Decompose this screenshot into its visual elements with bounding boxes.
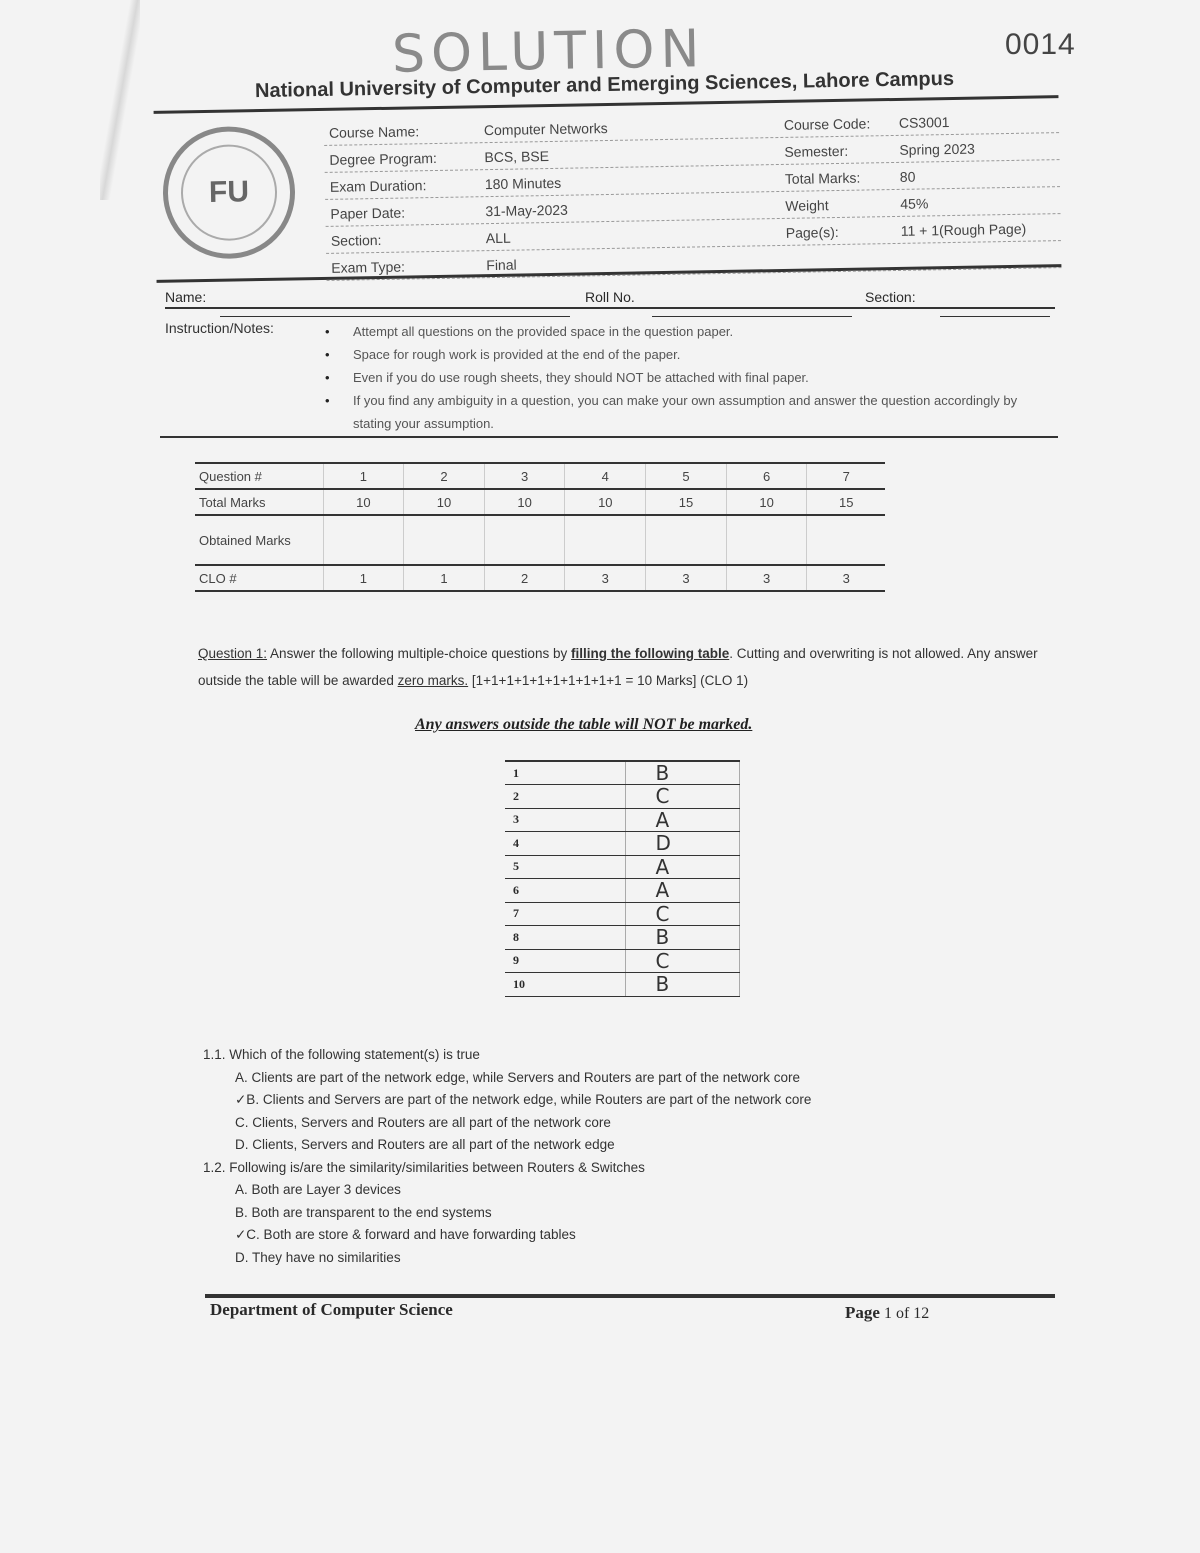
department-name: Department of Computer Science (210, 1300, 453, 1319)
question-option: D. They have no similarities (235, 1249, 401, 1265)
question-stem: 1.2. Following is/are the similarity/similarities between Routers & Switches (203, 1159, 645, 1175)
marks-row (195, 489, 885, 515)
marks-cell (646, 515, 727, 565)
header-label: Exam Duration: (329, 177, 427, 195)
question-1-label: Question 1: (198, 646, 268, 661)
answer-row (505, 832, 740, 856)
marks-cell (726, 515, 807, 565)
answer-choice[interactable]: A (625, 855, 740, 879)
paper-serial-number: 0014 (1005, 28, 1076, 61)
header-label: Page(s): (785, 223, 839, 241)
q1-text: Answer the following multiple-choice questions by (267, 646, 571, 661)
q1-text: . Cutting and overwriting is not allowed. Any answer outside the table will be awarded (198, 646, 1038, 688)
header-label: Degree Program: (329, 149, 437, 168)
footer-divider (205, 1294, 1055, 1298)
marks-cell: 10 (484, 489, 565, 515)
marks-cell: 3 (726, 565, 807, 591)
header-label: Semester: (784, 142, 849, 160)
marks-row-label: Obtained Marks (199, 532, 291, 548)
marks-cell: 10 (404, 489, 485, 515)
header-value: Computer Networks (483, 119, 608, 139)
answer-row (505, 926, 740, 950)
answer-choice[interactable]: A (625, 808, 740, 832)
answer-choice[interactable]: A (625, 879, 740, 903)
answer-number: 9 (505, 949, 625, 973)
mcq-questions (203, 1044, 923, 1269)
answer-row (505, 808, 740, 832)
marks-cell: 1 (404, 565, 485, 591)
answer-number: 4 (505, 832, 625, 856)
header-value: Spring 2023 (899, 140, 976, 158)
marks-cell: 10 (726, 489, 807, 515)
marks-cell: 2 (404, 463, 485, 489)
answer-choice[interactable]: C (625, 902, 740, 926)
answer-number: 1 (505, 761, 625, 785)
q1-emphasis: filling the following table (570, 646, 730, 661)
header-value: 80 (899, 168, 916, 185)
marks-cell: 15 (646, 489, 727, 515)
marks-cell: 6 (726, 463, 807, 489)
marks-cell: 10 (323, 489, 404, 515)
answer-number: 6 (505, 879, 625, 903)
question-option: C. Clients, Servers and Routers are all part of the network core (235, 1114, 611, 1130)
answer-number: 10 (505, 973, 625, 997)
answer-row (505, 902, 740, 926)
marks-row-label: Question # (199, 468, 262, 484)
roll-label: Roll No. (585, 289, 635, 305)
answer-number: 7 (505, 902, 625, 926)
answer-row (505, 949, 740, 973)
student-info-row (165, 287, 1055, 309)
marks-row (195, 565, 885, 591)
marks-cell: 1 (323, 565, 404, 591)
instructions-label: Instruction/Notes: (165, 320, 274, 336)
page-count: 1 of 12 (883, 1305, 930, 1322)
marks-cell: 4 (565, 463, 646, 489)
answer-choice[interactable]: C (625, 949, 740, 973)
question-option: D. Clients, Servers and Routers are all part of the network edge (235, 1137, 615, 1152)
marks-table (195, 462, 885, 592)
question-stem: 1.1. Which of the following statement(s) is true (203, 1047, 480, 1062)
marks-row-label: CLO # (199, 570, 237, 586)
question-option: A. Both are Layer 3 devices (235, 1182, 401, 1197)
university-logo: FU (162, 125, 296, 259)
page-label: Page (845, 1303, 880, 1322)
answer-row (505, 761, 740, 785)
solution-stamp: SOLUTION (391, 19, 706, 85)
q1-emphasis: zero marks. (397, 673, 469, 688)
header-label: Exam Type: (331, 258, 406, 276)
marks-cell: 3 (484, 463, 565, 489)
page-number (845, 1303, 929, 1323)
marks-row (195, 515, 885, 565)
question-option: ✓C. Both are store & forward and have forwarding tables (235, 1227, 576, 1242)
answer-row (505, 973, 740, 997)
question-option: B. Both are transparent to the end systems (235, 1204, 492, 1220)
header-value: 180 Minutes (484, 174, 562, 193)
marks-cell: 2 (484, 565, 565, 591)
answer-row (505, 855, 740, 879)
marks-cell: 7 (807, 463, 885, 489)
q1-marks: [1+1+1+1+1+1+1+1+1+1 = 10 Marks] (CLO 1) (468, 673, 749, 688)
roll-field[interactable] (652, 303, 852, 317)
name-field[interactable] (220, 303, 570, 317)
header-value: ALL (485, 229, 511, 247)
header-label: Section: (330, 231, 382, 249)
header-label: Weight (785, 197, 829, 214)
marks-cell (404, 515, 485, 565)
marks-cell (565, 515, 646, 565)
header-value: 11 + 1(Rough Page) (900, 220, 1027, 239)
header-label: Course Code: (783, 115, 871, 133)
header-label: Paper Date: (330, 204, 406, 222)
question-1-text (198, 640, 1048, 694)
answer-table (505, 760, 740, 997)
header-value: 45% (900, 195, 929, 212)
instruction-item: • Space for rough work is provided at the end of the paper. (325, 343, 1025, 366)
name-label: Name: (165, 289, 207, 305)
scan-edge-shadow (100, 0, 140, 200)
question-option: ✓B. Clients and Servers are part of the network edge, while Routers are part of the network core (235, 1092, 812, 1107)
marks-cell: 3 (565, 565, 646, 591)
answer-row (505, 879, 740, 903)
marks-row-label: Total Marks (199, 494, 266, 510)
answer-number: 3 (505, 808, 625, 832)
answer-choice[interactable]: C (625, 785, 740, 809)
header-value: 31-May-2023 (485, 201, 568, 220)
marks-cell: 15 (807, 489, 885, 515)
header-label: Course Name: (328, 123, 420, 141)
header-value: BCS, BSE (484, 148, 550, 166)
answer-choice[interactable]: B (625, 973, 740, 997)
header-value: CS3001 (898, 114, 950, 131)
section-field[interactable] (940, 303, 1050, 317)
answer-choice[interactable]: B (625, 761, 740, 785)
section-label: Section: (865, 289, 916, 305)
marks-cell: 3 (807, 565, 885, 591)
answer-number: 5 (505, 855, 625, 879)
answer-row (505, 785, 740, 809)
question-option: A. Clients are part of the network edge, while Servers and Routers are part of the network core (235, 1069, 801, 1085)
marks-cell (484, 515, 565, 565)
marks-cell: 10 (565, 489, 646, 515)
exam-header-table (154, 95, 1062, 283)
instruction-item: • If you find any ambiguity in a question, you can make your own assumption and answer the question accordingly by stating your assumption. (325, 389, 1025, 435)
answer-choice[interactable]: D (625, 832, 740, 856)
marks-cell (807, 515, 885, 565)
marks-cell: 1 (323, 463, 404, 489)
answer-number: 8 (505, 926, 625, 950)
instruction-item: • Attempt all questions on the provided space in the question paper. (325, 320, 1025, 343)
marks-cell: 3 (646, 565, 727, 591)
divider (160, 436, 1058, 438)
marks-row (195, 463, 885, 489)
marks-cell (323, 515, 404, 565)
instruction-item: • Even if you do use rough sheets, they should NOT be attached with final paper. (325, 366, 1025, 389)
header-value: Final (486, 256, 517, 274)
warning-text: Any answers outside the table will NOT be marked. (415, 716, 753, 733)
answer-number: 2 (505, 785, 625, 809)
university-title: National University of Computer and Emerging Sciences, Lahore Campus (254, 67, 955, 103)
header-label: Total Marks: (784, 169, 861, 187)
marks-cell: 5 (646, 463, 727, 489)
answer-choice[interactable]: B (625, 926, 740, 950)
